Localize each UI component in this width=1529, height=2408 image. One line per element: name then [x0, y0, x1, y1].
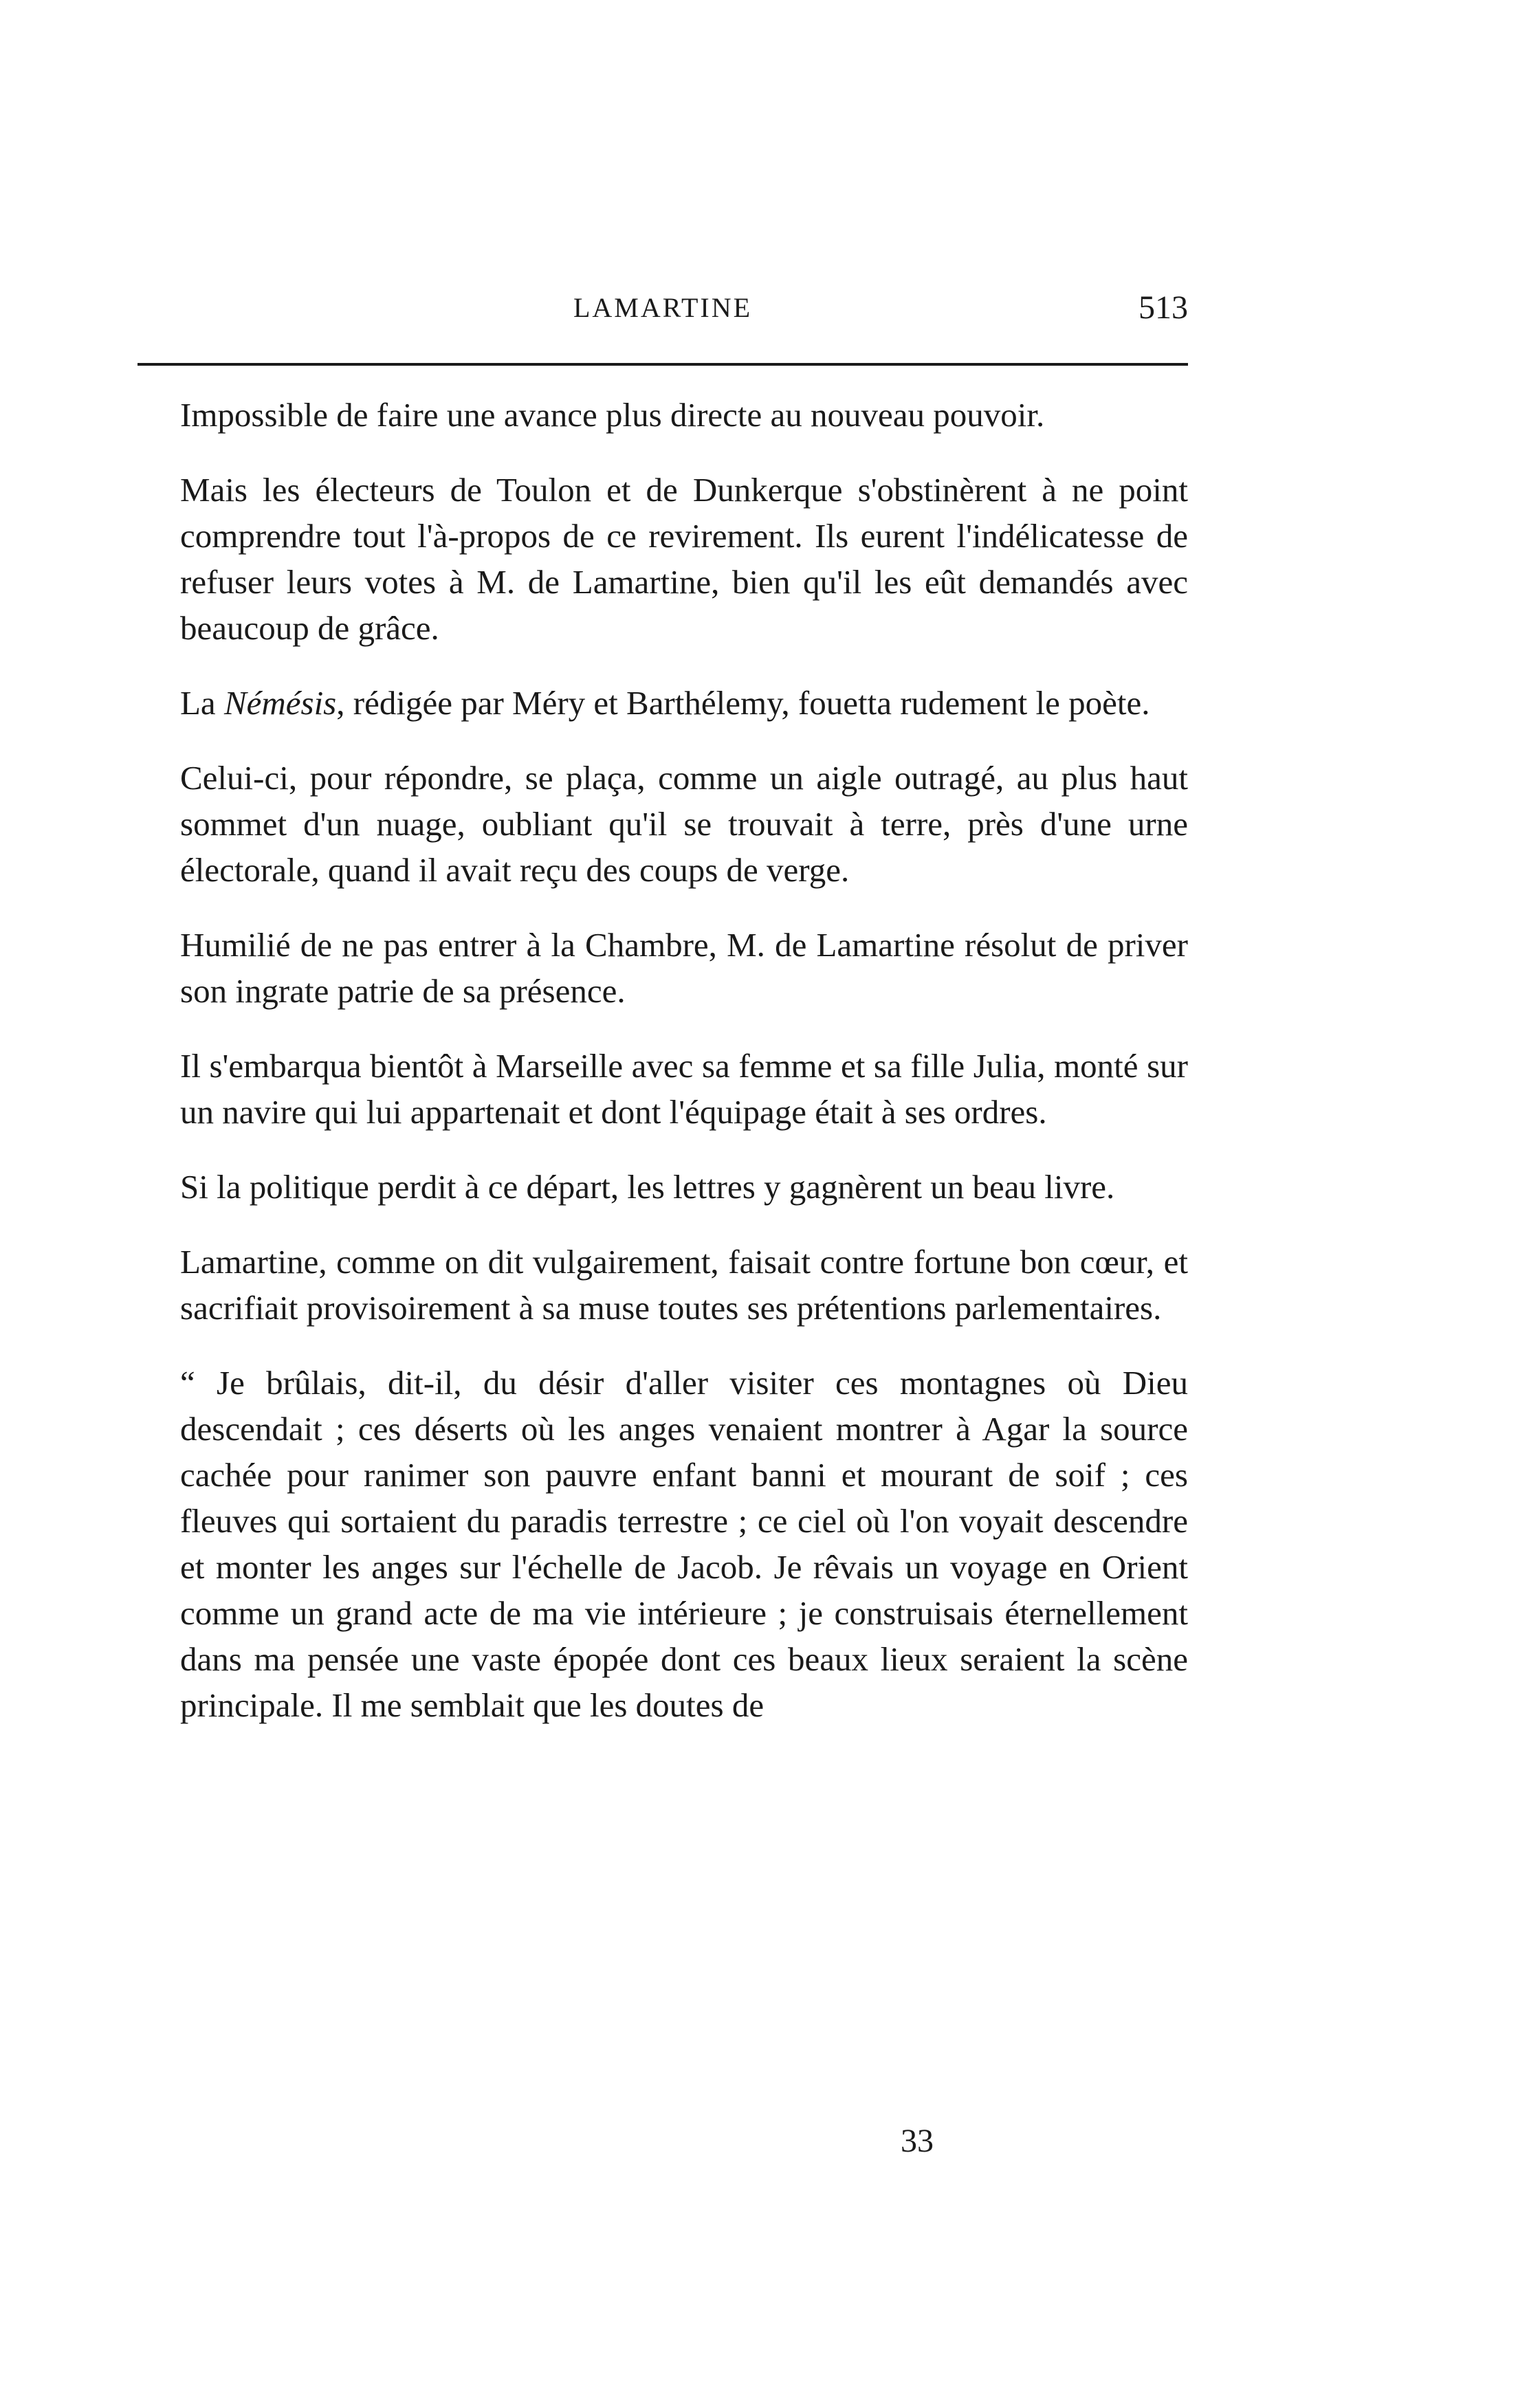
running-title: LAMARTINE — [573, 292, 753, 323]
paragraph-3 — [180, 680, 1188, 726]
body-text — [180, 392, 1188, 1757]
header-rule — [138, 363, 1188, 366]
paragraph-2: Mais les électeurs de Toulon et de Dunkerque s'obstinèrent à ne point comprendre tout l'à-propos de ce revirement. Ils eurent l'indélicatesse de refuser leurs votes à M. de Lamartine, bien qu'il les eût demandés avec beaucoup de grâce. — [180, 471, 1188, 647]
paragraph-4: Celui-ci, pour répondre, se plaça, comme un aigle outragé, au plus haut sommet d'un nuage, oubliant qu'il se trouvait à terre, près d'une urne électorale, quand il avait reçu des coups de verge. — [180, 759, 1188, 889]
signature-mark: 33 — [901, 2123, 934, 2159]
nemesis-title: Némésis — [223, 684, 337, 722]
page-header — [138, 280, 1188, 335]
paragraph-3-after: , rédigée par Méry et Barthélemy, fouetta rudement le poète. — [336, 684, 1150, 722]
paragraph-9: “ Je brûlais, dit-il, du désir d'aller visiter ces montagnes où Dieu descendait ; ces déserts où les anges venaient montrer à Agar la source cachée pour ranimer son pauvre enfant banni et mourant de soif ; ces fleuves qui sortaient du paradis terrestre ; ce ciel où l'on voyait descendre et monter les anges sur l'échelle de Jacob. Je rêvais un voyage en Orient comme un grand acte de ma vie intérieure ; je construisais éternellement dans ma pensée une vaste épopée dont ces beaux lieux seraient la scène principale. Il me semblait que les doutes de — [180, 1364, 1188, 1724]
paragraph-7: Si la politique perdit à ce départ, les lettres y gagnèrent un beau livre. — [180, 1168, 1115, 1206]
paragraph-1: Impossible de faire une avance plus directe au nouveau pouvoir. — [180, 396, 1045, 434]
paragraph-6: Il s'embarqua bientôt à Marseille avec sa femme et sa fille Julia, monté sur un navire qui lui appartenait et dont l'équipage était à ses ordres. — [180, 1047, 1188, 1131]
paragraph-5: Humilié de ne pas entrer à la Chambre, M. de Lamartine résolut de priver son ingrate patrie de sa présence. — [180, 926, 1188, 1010]
paragraph-8: Lamartine, comme on dit vulgairement, faisait contre fortune bon cœur, et sacrifiait provisoirement à sa muse toutes ses prétentions parlementaires. — [180, 1243, 1188, 1327]
page-number: 513 — [1138, 289, 1188, 326]
paragraph-3-before: La — [180, 684, 224, 722]
